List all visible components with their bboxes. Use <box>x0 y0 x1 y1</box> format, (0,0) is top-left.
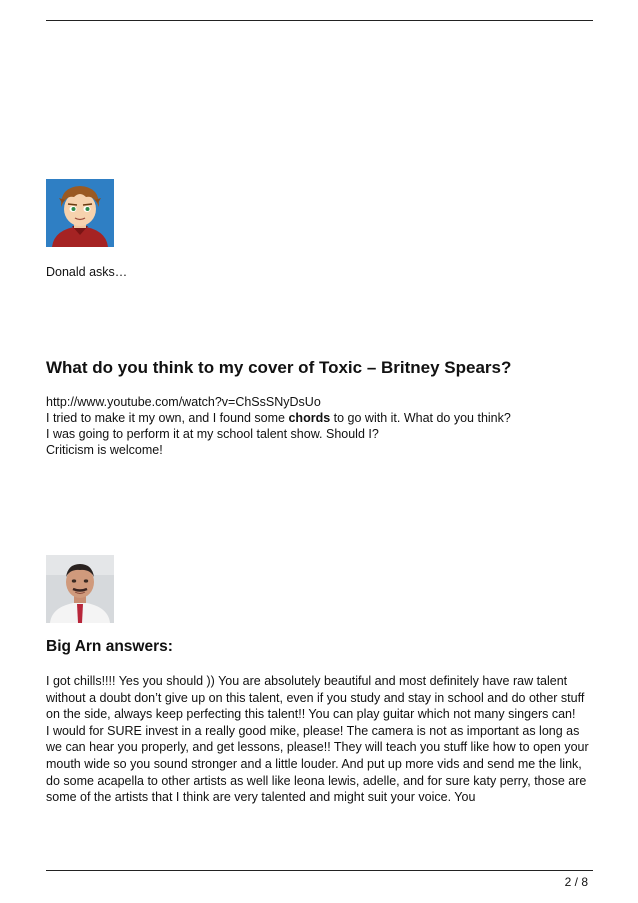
question-line-3: I was going to perform it at my school talent show. Should I? <box>46 427 379 441</box>
question-line-4: Criticism is welcome! <box>46 443 163 457</box>
question-url: http://www.youtube.com/watch?v=ChSsSNyDsUo <box>46 395 321 409</box>
answer-body <box>46 673 596 806</box>
question-title: What do you think to my cover of Toxic – Britney Spears? <box>46 358 512 377</box>
question-line-2: I tried to make it my own, and I found some chords to go with it. What do you think? <box>46 411 511 425</box>
asker-line: Donald asks… <box>46 265 128 279</box>
page-number: 2 / 8 <box>564 875 588 889</box>
answer-paragraph-2: I would for SURE invest in a really good mike, please! The camera is not as important as long as we can hear you properly, and get lessons, please!! They will teach you stuff like how to open your mouth wide so you sound stronger and a little louder. And put up more vids and send me the link, do some acapella to other artists as well like leona lewis, adelle, and for sure katy perry, those are some of the artists that I think are very talented and might suit your voice. You <box>46 723 589 805</box>
answer-paragraph-1: I got chills!!!! Yes you should )) You are absolutely beautiful and most definitely have raw talent without a doubt don’t give up on this talent, even if you study and stay in school and do other stuff on the side, always keep perfecting this talent!! You can play guitar which not many singers can! <box>46 674 585 722</box>
asker-avatar <box>46 179 114 247</box>
question-body <box>46 394 594 458</box>
cartoon-boy-avatar-icon <box>46 179 114 247</box>
answerer-avatar <box>46 555 114 623</box>
chords-bold-text: chords <box>288 411 331 425</box>
header-rule <box>46 20 593 21</box>
footer-rule <box>46 870 593 871</box>
man-photo-avatar-icon <box>46 555 114 623</box>
answer-title: Big Arn answers: <box>46 638 173 655</box>
